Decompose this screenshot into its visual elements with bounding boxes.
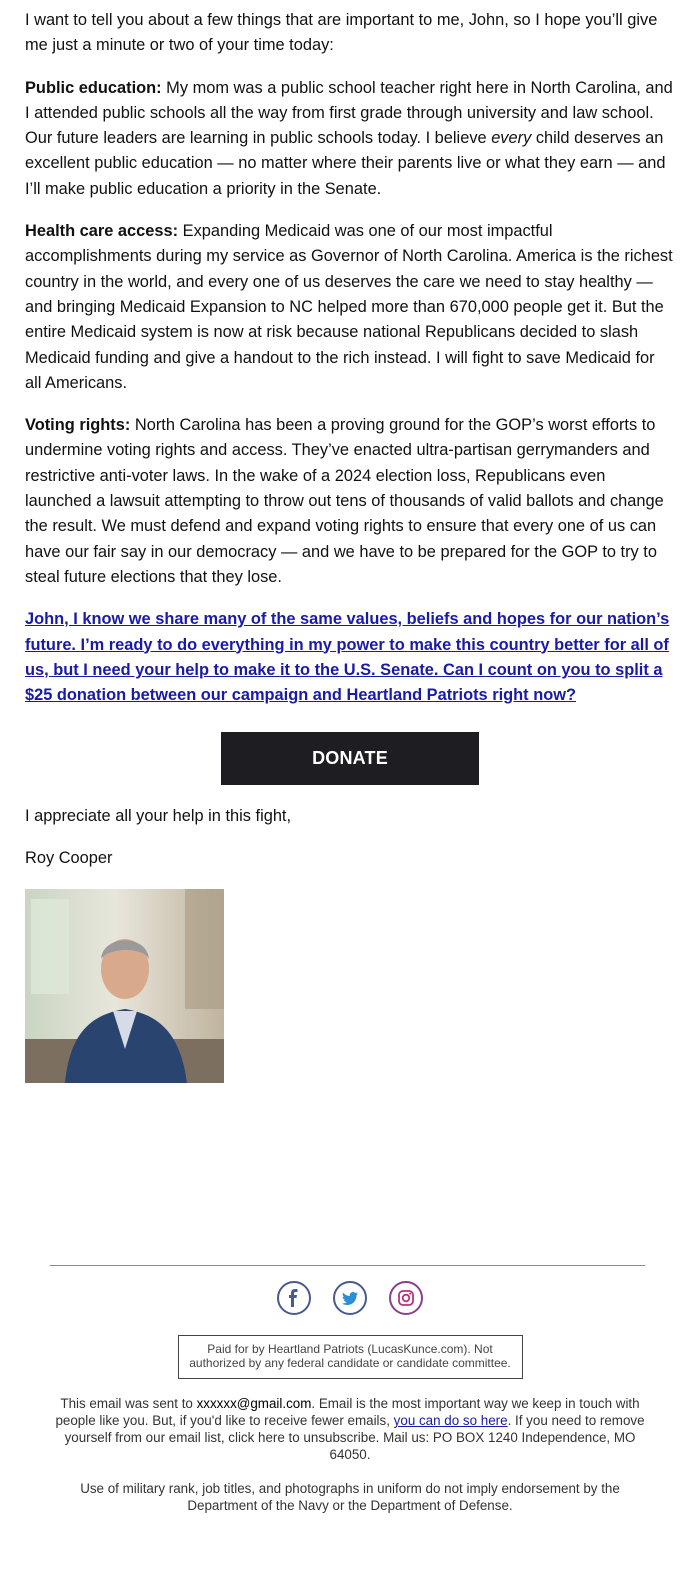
paid-for-disclaimer: Paid for by Heartland Patriots (LucasKunce.com). Not authorized by any federal candidate or candidate committee. <box>178 1335 523 1379</box>
roy-cooper-photo <box>25 889 224 1083</box>
intro-paragraph: I want to tell you about a few things that are important to me, John, so I hope you’ll give me just a minute or two of your time today: <box>25 11 658 55</box>
instagram-icon[interactable] <box>389 1281 423 1315</box>
sent-prefix: This email was sent to <box>60 1396 197 1412</box>
health-care-paragraph <box>25 219 675 396</box>
donate-row <box>25 732 675 785</box>
donation-ask-link[interactable]: John, I know we share many of the same values, beliefs and hopes for our nation’s future. I’m ready to do everything in my power to make this country better for all of us, but I need your help to make it to the U.S. Senate. Can I count on you to split a $25 donation between our campaign and Heartland Patriots right now? <box>25 610 670 705</box>
closing-line: I appreciate all your help in this fight, <box>25 807 292 826</box>
public-education-paragraph <box>25 76 675 202</box>
recipient-email: xxxxxx@gmail.com <box>196 1396 312 1412</box>
facebook-icon[interactable] <box>277 1281 311 1315</box>
sent-suffix: . If you need to remove yourself from our email list, click here to unsubscribe. Mail us: PO BOX 1240 Independence, MO 64050. <box>64 1413 645 1463</box>
signature-name: Roy Cooper <box>25 849 113 868</box>
public-education-text-1: My mom was a public school teacher right here in North Carolina, and I attended public schools all the way from first grade through university and law school. Our future leaders are learning in public schools today. I believe <box>25 78 673 148</box>
public-education-heading: Public education: <box>25 78 162 97</box>
health-care-heading: Health care access: <box>25 222 179 241</box>
sent-middle: . Email is the most important way we keep in touch with people like you. But, if you'd like to receive fewer emails, <box>55 1396 640 1429</box>
voting-rights-text: North Carolina has been a proving ground for the GOP’s worst efforts to undermine voting rights and access. They’ve enacted ultra-partisan gerrymanders and restrictive anti-voter laws. In the wake of a 2024 election loss, Republicans even launched a lawsuit attempting to throw out tens of thousands of valid ballots and change the result. We must defend and expand voting rights to ensure that every one of us can have our fair say in our democracy — and we have to be prepared for the GOP to try to steal future elections that they lose. <box>25 416 664 586</box>
footer-divider <box>50 1265 645 1266</box>
health-care-text: Expanding Medicaid was one of our most impactful accomplishments during my service as Governor of North Carolina. America is the richest country in the world, and every one of us deserves the care we need to stay healthy — and bringing Medicaid Expansion to NC helped more than 670,000 people get it. But the entire Medicaid system is now at risk because national Republicans decided to slash Medicaid funding and give a handout to the rich instead. I will fight to save Medicaid for all Americans. <box>25 222 673 392</box>
donate-button[interactable]: DONATE <box>221 732 479 785</box>
email-footer-notice <box>50 1395 650 1463</box>
public-education-emphasis: every <box>491 129 532 148</box>
social-links <box>0 1281 700 1319</box>
public-education-text-2: child deserves an excellent public education — no matter where their parents live or what they earn — and I’ll make public education a priority in the Senate. <box>25 129 666 198</box>
voting-rights-heading: Voting rights: <box>25 416 131 435</box>
fewer-emails-link[interactable]: you can do so here <box>393 1413 508 1429</box>
military-disclaimer: Use of military rank, job titles, and photographs in uniform do not imply endorsement by the Department of the Navy or the Department of Defense. <box>80 1481 620 1514</box>
twitter-icon[interactable] <box>333 1281 367 1315</box>
voting-rights-paragraph <box>25 413 675 590</box>
